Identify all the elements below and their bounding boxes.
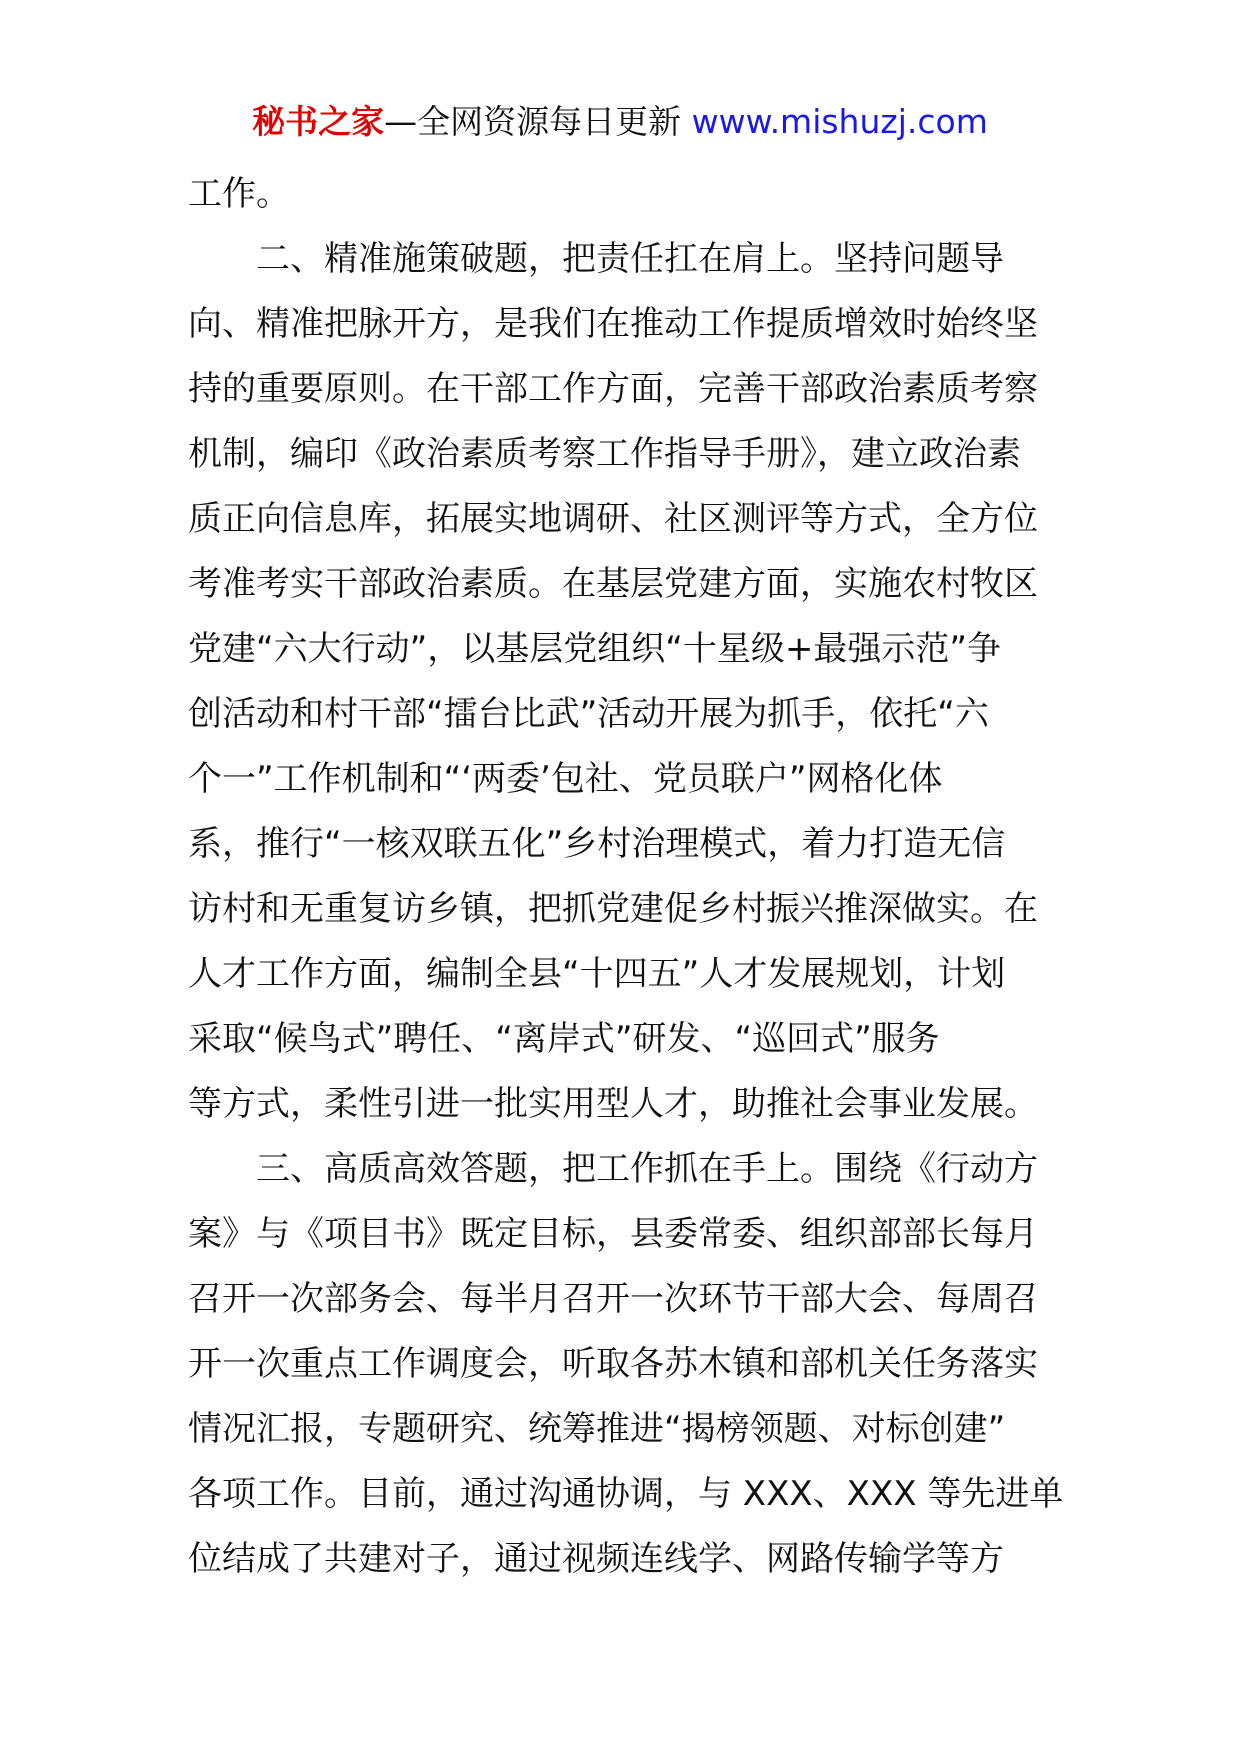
text-line: 工作。 xyxy=(188,174,290,214)
site-url-link[interactable]: www.mishuzj.com xyxy=(691,102,988,141)
text-line: 质正向信息库，拓展实地调研、社区测评等方式，全方位 xyxy=(188,499,1038,539)
text-line: 持的重要原则。在干部工作方面，完善干部政治素质考察 xyxy=(188,369,1038,409)
brand-name: 秘书之家 xyxy=(252,102,385,141)
text-line: 情况汇报，专题研究、统筹推进“揭榜领题、对标创建” xyxy=(188,1409,1006,1449)
section-heading-line: 三、高质高效答题，把工作抓在手上。围绕《行动方 xyxy=(256,1149,1038,1189)
text-line: 机制，编印《政治素质考察工作指导手册》，建立政治素 xyxy=(188,434,1021,474)
text-line: 等方式，柔性引进一批实用型人才，助推社会事业发展。 xyxy=(188,1084,1038,1124)
text-line: 个一”工作机制和“‘两委’包社、党员联户”网格化体 xyxy=(188,759,943,799)
header-slogan: —全网资源每日更新 xyxy=(384,102,692,141)
text-line: 系，推行“一核双联五化”乡村治理模式，着力打造无信 xyxy=(188,824,1006,864)
section-heading-line: 二、精准施策破题，把责任扛在肩上。坚持问题导 xyxy=(256,239,1004,279)
text-line: 位结成了共建对子，通过视频连线学、网路传输学等方 xyxy=(188,1539,1004,1579)
text-line: 访村和无重复访乡镇，把抓党建促乡村振兴推深做实。在 xyxy=(188,889,1038,929)
text-line: 各项工作。目前，通过沟通协调，与 XXX、XXX 等先进单 xyxy=(188,1474,1064,1514)
document-body xyxy=(188,162,1064,1592)
text-line: 采取“候鸟式”聘任、“离岸式”研发、“巡回式”服务 xyxy=(188,1019,940,1059)
site-header xyxy=(0,100,1240,144)
text-line: 党建“六大行动”，以基层党组织“十星级+最强示范”争 xyxy=(188,629,1001,669)
text-line: 案》与《项目书》既定目标，县委常委、组织部部长每月 xyxy=(188,1214,1038,1254)
text-line: 开一次重点工作调度会，听取各苏木镇和部机关任务落实 xyxy=(188,1344,1038,1384)
text-line: 考准考实干部政治素质。在基层党建方面，实施农村牧区 xyxy=(188,564,1038,604)
text-line: 向、精准把脉开方，是我们在推动工作提质增效时始终坚 xyxy=(188,304,1038,344)
text-line: 召开一次部务会、每半月召开一次环节干部大会、每周召 xyxy=(188,1279,1038,1319)
text-line: 创活动和村干部“擂台比武”活动开展为抓手，依托“六 xyxy=(188,694,989,734)
text-line: 人才工作方面，编制全县“十四五”人才发展规划，计划 xyxy=(188,954,1006,994)
